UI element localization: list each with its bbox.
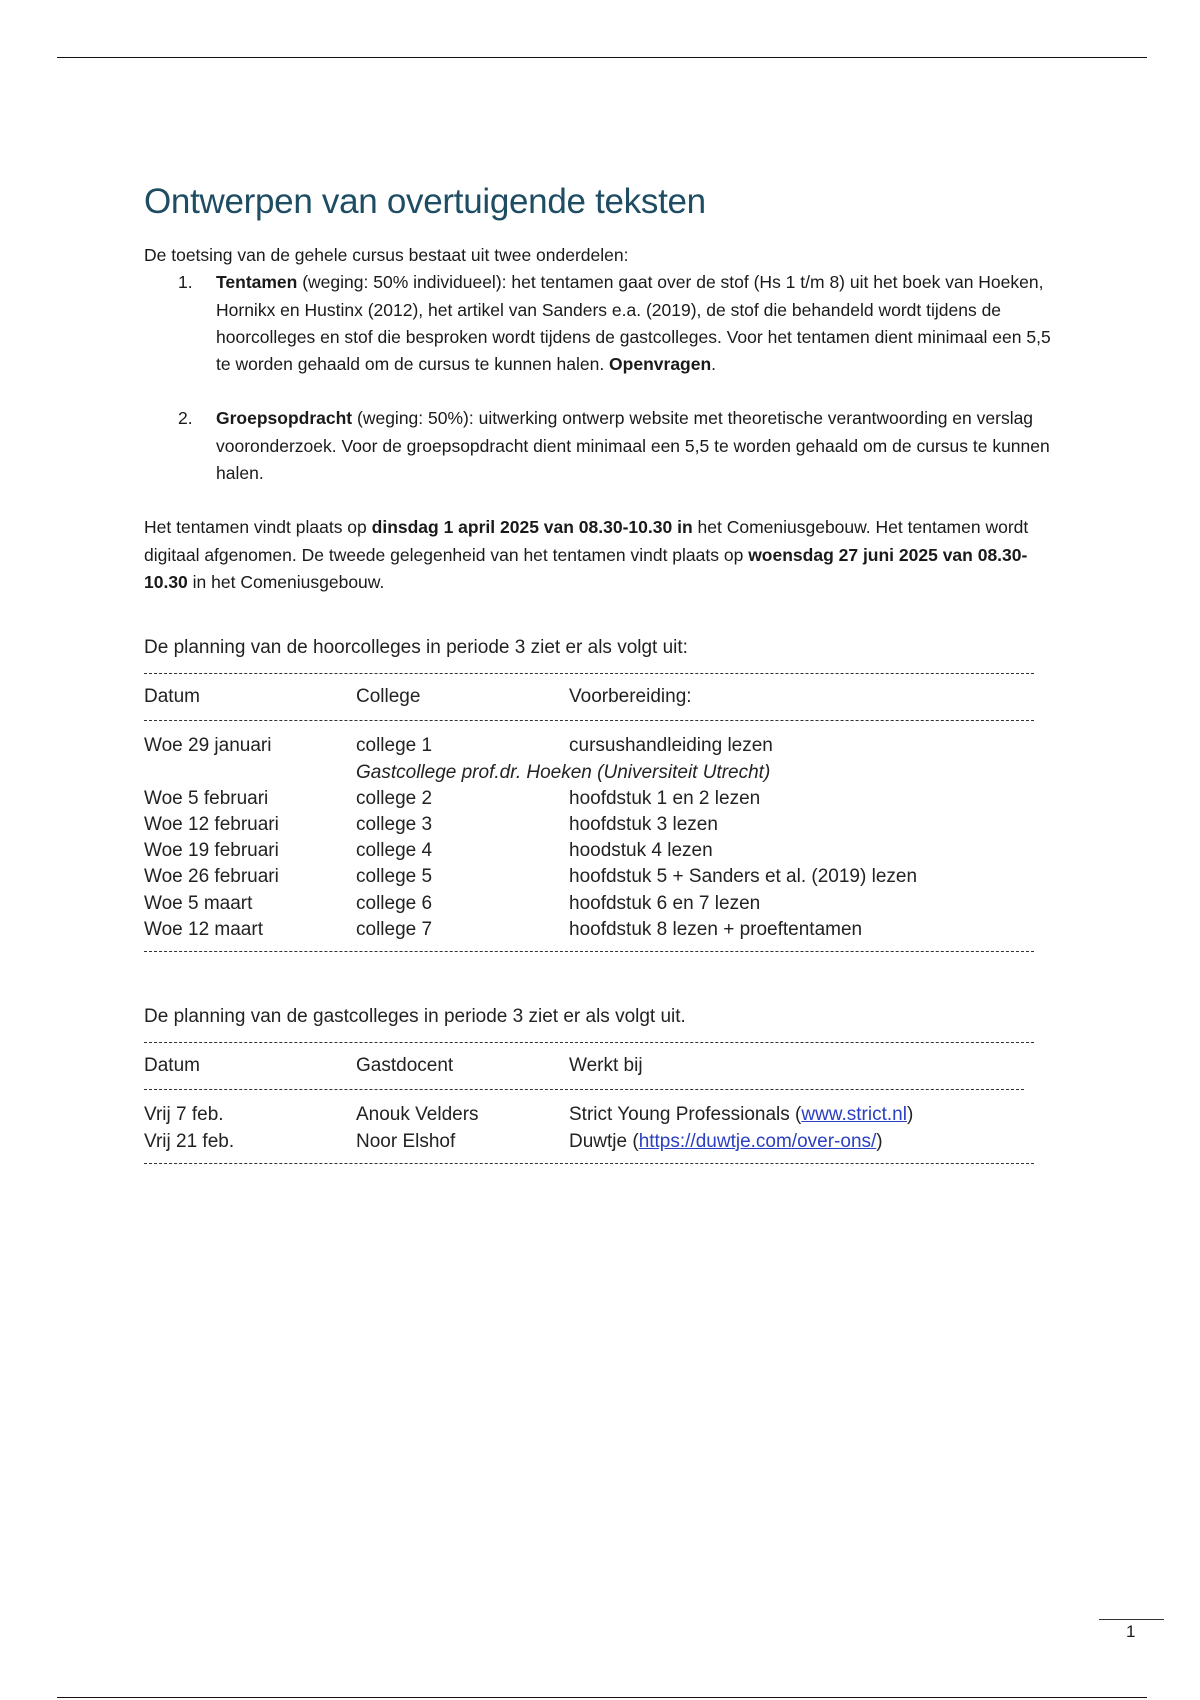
table-row bbox=[144, 812, 1034, 838]
employer-link[interactable]: www.strict.nl bbox=[801, 1104, 907, 1126]
cell-college: college 2 bbox=[356, 787, 433, 809]
cell-date: Woe 26 februari bbox=[144, 866, 279, 888]
page-number-rule bbox=[1099, 1619, 1164, 1620]
cell-college: college 7 bbox=[356, 918, 433, 940]
cell-date: Vrij 7 feb. bbox=[144, 1104, 224, 1126]
assessment-section bbox=[144, 242, 1064, 596]
cell-college: college 1 bbox=[356, 735, 433, 757]
assessment-list bbox=[144, 269, 1064, 487]
cell-date: Woe 12 februari bbox=[144, 814, 279, 836]
table-row bbox=[144, 838, 1034, 864]
item-end: . bbox=[711, 354, 717, 375]
cell-date: Vrij 21 feb. bbox=[144, 1130, 235, 1152]
cell-college: college 6 bbox=[356, 892, 433, 914]
guest-schedule bbox=[144, 1004, 1034, 1164]
lecture-heading: De planning van de hoorcolleges in periode 3 ziet er als volgt uit: bbox=[144, 637, 688, 658]
table-header bbox=[144, 684, 1034, 710]
page-title: Ontwerpen van overtuigende teksten bbox=[144, 182, 706, 221]
column-header: Werkt bij bbox=[569, 1055, 643, 1077]
employer-name: Duwtje ( bbox=[569, 1130, 639, 1152]
guest-lecture-note: Gastcollege prof.dr. Hoeken (Universiteit Utrecht) bbox=[356, 761, 771, 783]
list-item bbox=[144, 269, 1064, 378]
cell-date: Woe 5 maart bbox=[144, 892, 253, 914]
resit-date: woensdag 27 juni 2025 van 08.30-10.30 bbox=[144, 544, 1028, 592]
footer-rule bbox=[57, 1697, 1147, 1698]
divider bbox=[144, 720, 1034, 721]
cell-prep: hoofdstuk 8 lezen + proeftentamen bbox=[569, 918, 863, 940]
lecture-schedule bbox=[144, 635, 1034, 952]
cell-prep: hoofdstuk 6 en 7 lezen bbox=[569, 892, 761, 914]
employer-name: Strict Young Professionals ( bbox=[569, 1104, 802, 1126]
table-header bbox=[144, 1053, 1034, 1079]
divider bbox=[144, 951, 1034, 952]
paren: ) bbox=[906, 1104, 914, 1126]
divider bbox=[144, 1089, 1024, 1090]
table-row bbox=[144, 1102, 1034, 1128]
column-header: College bbox=[356, 686, 421, 708]
cell-college: college 3 bbox=[356, 814, 433, 836]
cell-prep: hoofdstuk 3 lezen bbox=[569, 814, 718, 836]
item-text: (weging: 50% individueel): het tentamen gaat over de stof (Hs 1 t/m 8) uit het boek van Hoeken, Hornikx en Hustinx (2012), het artikel van Sanders e.a. (2019), de stof die behandeld wordt tijdens de hoorcolleges en stof die besproken wordt tijdens de gastcolleges. Voor het tentamen dient minimaal een 5,5 te worden gehaald om de cursus te kunnen halen. bbox=[216, 272, 1051, 375]
cell-prep: cursushandleiding lezen bbox=[569, 735, 773, 757]
employer-link[interactable]: https://duwtje.com/over-ons/ bbox=[638, 1130, 877, 1152]
cell-prep: hoofdstuk 1 en 2 lezen bbox=[569, 787, 761, 809]
cell-prep: hoofdstuk 5 + Sanders et al. (2019) lezen bbox=[569, 866, 918, 888]
item-title: Tentamen bbox=[216, 272, 298, 293]
column-header: Gastdocent bbox=[356, 1055, 454, 1077]
cell-college: college 5 bbox=[356, 866, 433, 888]
column-header: Datum bbox=[144, 1055, 200, 1077]
divider bbox=[144, 1163, 1034, 1164]
header-rule bbox=[57, 57, 1147, 58]
cell-guest: Anouk Velders bbox=[356, 1104, 479, 1126]
cell-date: Woe 29 januari bbox=[144, 735, 272, 757]
column-header: Voorbereiding: bbox=[569, 686, 692, 708]
page-number: 1 bbox=[1126, 1622, 1136, 1641]
table-row bbox=[144, 786, 1034, 812]
list-number: 2. bbox=[178, 408, 193, 429]
list-item bbox=[144, 405, 1064, 487]
exam-date: dinsdag 1 april 2025 van 08.30-10.30 in bbox=[371, 517, 693, 538]
divider bbox=[144, 1042, 1034, 1043]
item-text: (weging: 50%): uitwerking ontwerp website met theoretische verantwoording en verslag vooronderzoek. Voor de groepsopdracht dient minimaal een 5,5 te worden gehaald om de cursus te kunnen halen. bbox=[216, 408, 1050, 484]
divider bbox=[144, 673, 1034, 674]
table-row bbox=[144, 864, 1034, 890]
table-row bbox=[144, 917, 1034, 943]
exam-text: in het Comeniusgebouw. bbox=[187, 571, 385, 592]
intro-text: De toetsing van de gehele cursus bestaat uit twee onderdelen: bbox=[144, 245, 629, 265]
exam-text: het Comeniusgebouw. Het tentamen wordt digitaal afgenomen. De tweede gelegenheid van het tentamen vindt plaats op bbox=[144, 517, 1029, 565]
list-number: 1. bbox=[178, 272, 193, 293]
cell-date: Woe 5 februari bbox=[144, 787, 269, 809]
paren: ) bbox=[876, 1130, 883, 1152]
cell-guest: Noor Elshof bbox=[356, 1130, 456, 1152]
item-title: Groepsopdracht bbox=[216, 408, 353, 429]
table-row bbox=[144, 891, 1034, 917]
cell-employer bbox=[569, 1102, 1034, 1128]
cell-employer bbox=[569, 1129, 1034, 1155]
item-emphasis: Openvragen bbox=[609, 354, 712, 375]
cell-date: Woe 12 maart bbox=[144, 918, 263, 940]
table-row bbox=[144, 1129, 1034, 1155]
cell-college: college 4 bbox=[356, 840, 433, 862]
guest-heading: De planning van de gastcolleges in periode 3 ziet er als volgt uit. bbox=[144, 1006, 686, 1027]
exam-info bbox=[144, 514, 1064, 596]
cell-prep: hoodstuk 4 lezen bbox=[569, 840, 713, 862]
cell-date: Woe 19 februari bbox=[144, 840, 279, 862]
table-row bbox=[144, 733, 1034, 759]
column-header: Datum bbox=[144, 686, 200, 708]
exam-text: Het tentamen vindt plaats op bbox=[144, 517, 372, 538]
